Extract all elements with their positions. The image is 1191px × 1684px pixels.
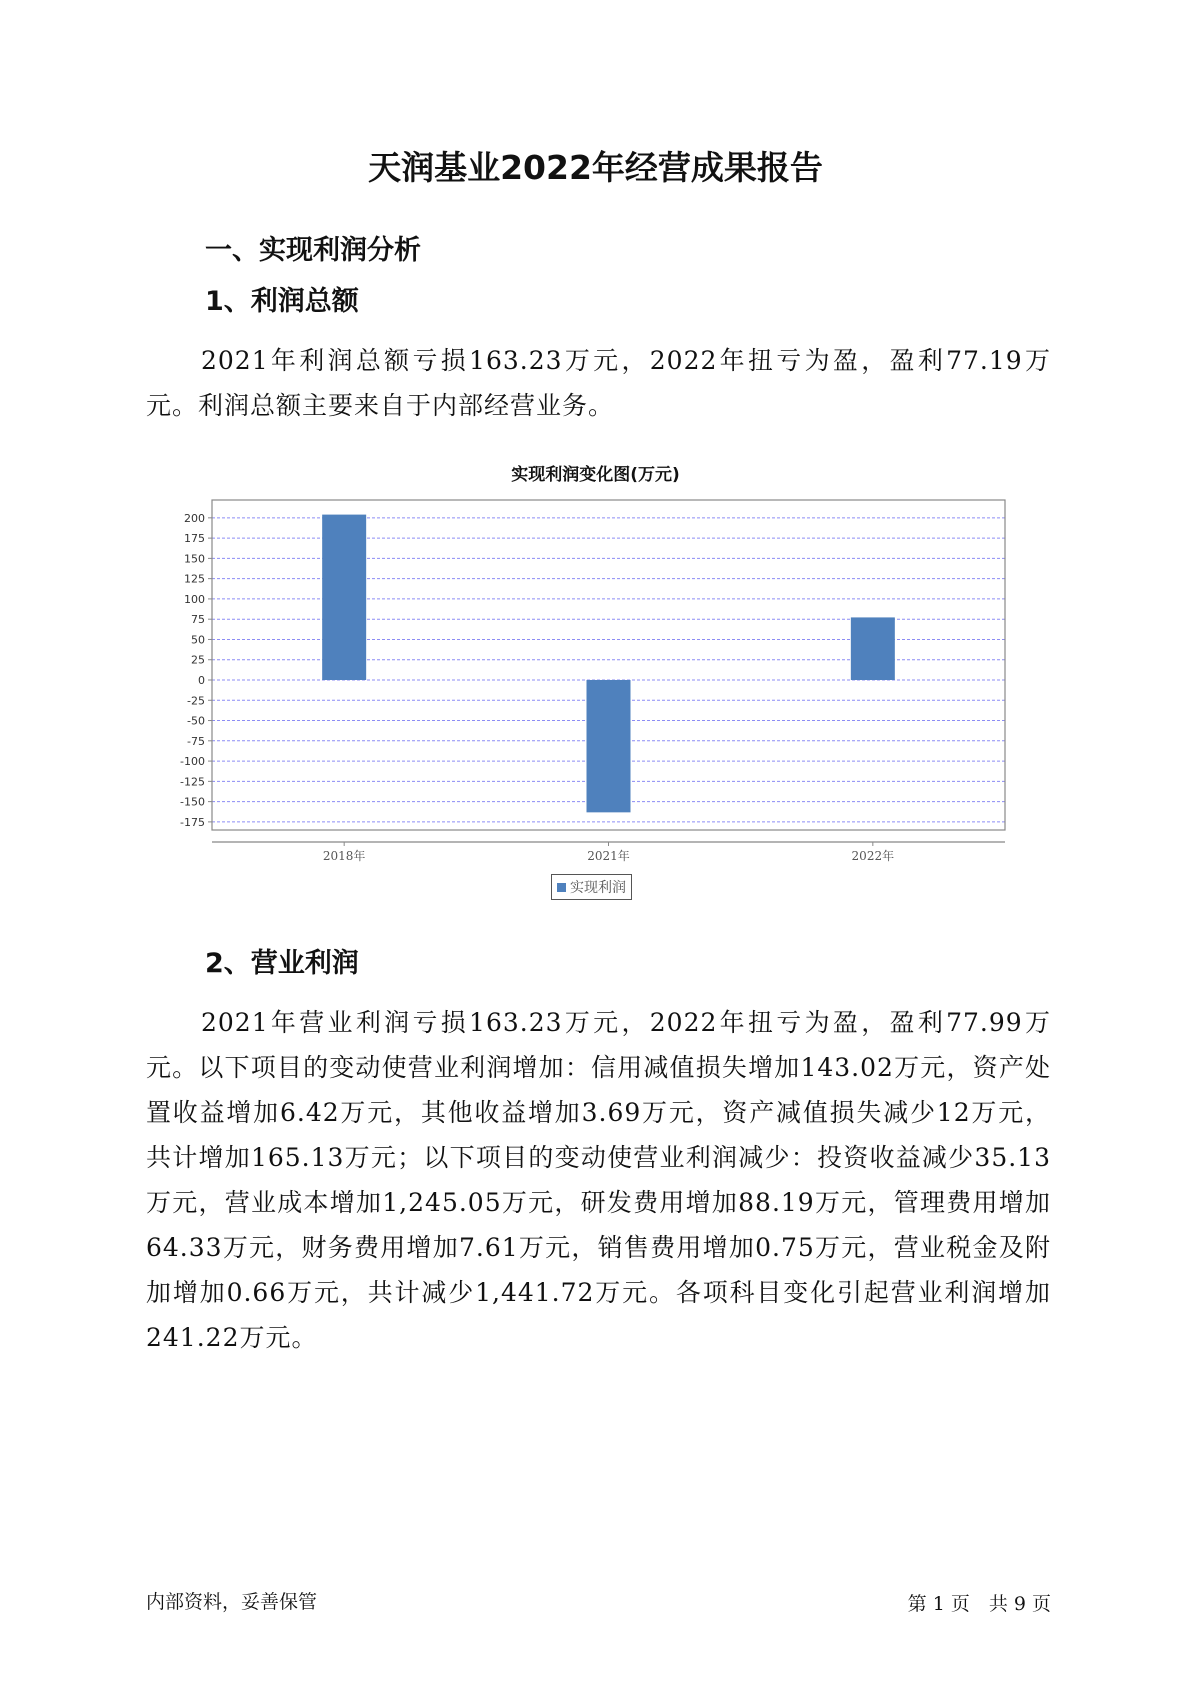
y-tick-label: -50: [187, 714, 205, 728]
profit-total-paragraph: 2021年利润总额亏损163.23万元，2022年扭亏为盈，盈利77.19万元。利润总额主要来自于内部经营业务。: [146, 346, 1051, 420]
x-tick-label: 2021年: [587, 849, 630, 863]
operating-profit-paragraph: 2021年营业利润亏损163.23万元，2022年扭亏为盈，盈利77.99万元。以下项目的变动使营业利润增加：信用减值损失增加143.02万元，资产处置收益增加6.42万元，其他收益增加3.69万元，资产减值损失减少12万元，共计增加165.13万元；以下项目的变动使营业利润减少：投资收益减少35.13万元，营业成本增加1,245.05万元，研发费用增加88.19万元，管理费用增加64.33万元，财务费用增加7.61万元，销售费用增加0.75万元，营业税金及附加增加0.66万元，共计减少1,441.72万元。各项科目变化引起营业利润增加241.22万元。: [146, 1008, 1051, 1352]
y-tick-label: -100: [180, 755, 205, 769]
page-title: 天润基业2022年经营成果报告: [368, 148, 823, 187]
footer-page-number: 第 1 页 共 9 页: [907, 1593, 1051, 1615]
y-tick-label: -175: [180, 815, 205, 829]
chart-y-ticks: [180, 512, 212, 829]
footer-confidential-note: 内部资料，妥善保管: [146, 1591, 318, 1613]
y-tick-label: -75: [187, 734, 205, 748]
chart-legend: [551, 874, 632, 900]
chart-title: 实现利润变化图(万元): [511, 465, 680, 485]
y-tick-label: -150: [180, 795, 205, 809]
y-tick-label: 200: [184, 511, 205, 525]
subsection-heading-profit-total: 1、利润总额: [205, 286, 359, 317]
y-tick-label: 100: [184, 592, 205, 606]
y-tick-label: -25: [187, 694, 205, 708]
y-tick-label: -125: [180, 775, 205, 789]
y-tick-label: 150: [184, 552, 205, 566]
legend-swatch: [557, 883, 566, 892]
bar-0: [322, 515, 366, 680]
legend-label: 实现利润: [570, 880, 626, 896]
y-tick-label: 125: [184, 572, 205, 586]
chart-bars: [322, 515, 895, 813]
profit-bar-chart: [150, 490, 1030, 870]
bar-2: [851, 617, 895, 680]
bar-1: [587, 680, 631, 812]
y-tick-label: 25: [191, 653, 205, 667]
y-tick-label: 175: [184, 532, 205, 546]
y-tick-label: 75: [191, 613, 205, 627]
subsection-heading-operating-profit: 2、营业利润: [205, 948, 359, 979]
section-heading: 一、实现利润分析: [205, 235, 421, 266]
x-tick-label: 2018年: [322, 849, 366, 863]
x-tick-label: 2022年: [851, 849, 895, 863]
y-tick-label: 50: [191, 633, 205, 647]
y-tick-label: 0: [198, 674, 205, 687]
chart-x-ticks: [323, 842, 894, 863]
